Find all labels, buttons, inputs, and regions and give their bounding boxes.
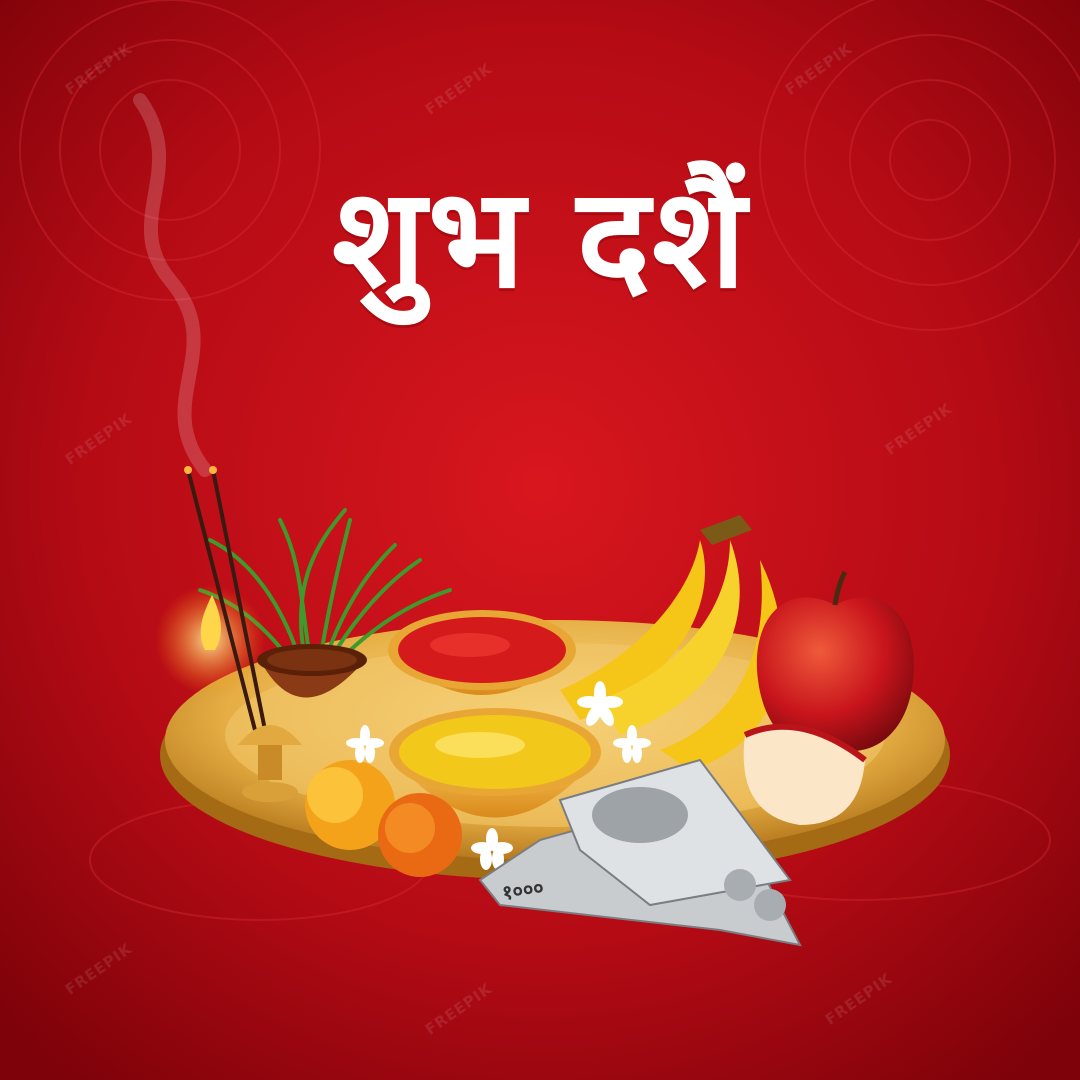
- watermark: FREEPIK: [61, 939, 136, 999]
- watermark: FREEPIK: [421, 59, 496, 119]
- watermark: FREEPIK: [61, 39, 136, 99]
- watermark: FREEPIK: [61, 409, 136, 469]
- watermark: FREEPIK: [421, 979, 496, 1039]
- watermark: FREEPIK: [781, 39, 856, 99]
- watermark: FREEPIK: [821, 969, 896, 1029]
- greeting-title: शुभ दशैं: [331, 158, 749, 319]
- watermark: FREEPIK: [881, 399, 956, 459]
- banknote-value: १०००: [500, 875, 546, 905]
